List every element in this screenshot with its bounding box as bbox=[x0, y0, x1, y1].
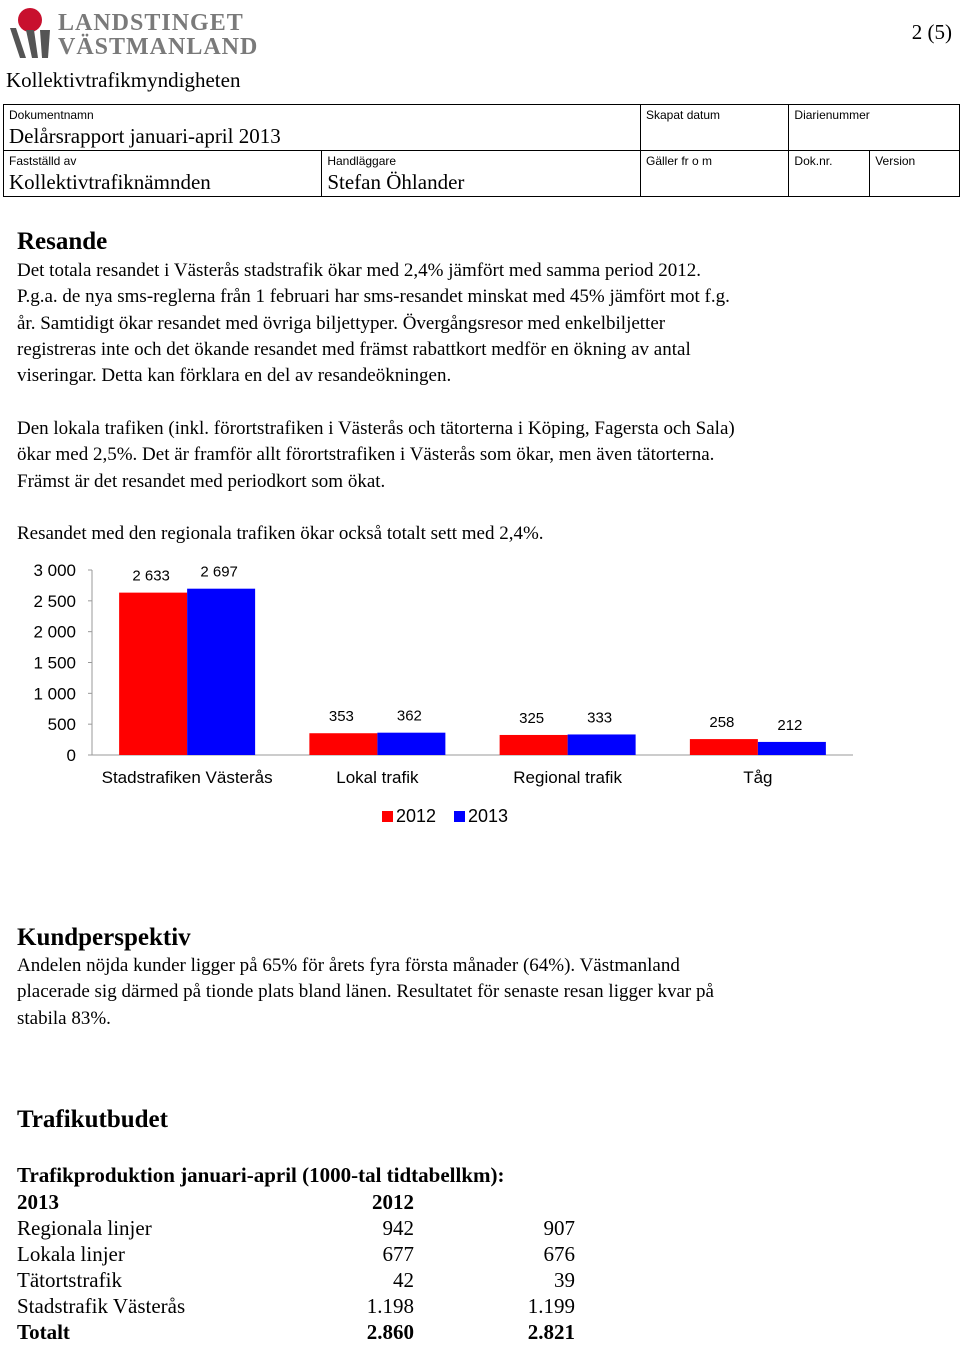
section-heading-resande: Resande bbox=[17, 228, 108, 255]
doc-no-cell bbox=[789, 151, 870, 197]
data-label: 325 bbox=[519, 709, 545, 727]
data-label: 353 bbox=[328, 708, 354, 726]
organization-name: Kollektivtrafikmyndigheten bbox=[6, 68, 241, 92]
text-line: Andelen nöjda kunder ligger på 65% för årets fyra första månader (64%). Västmanland bbox=[17, 955, 680, 976]
data-label: 362 bbox=[396, 707, 422, 725]
kund-paragraph bbox=[17, 953, 947, 1032]
document-header-table bbox=[3, 104, 960, 197]
y-tick-label: 0 bbox=[66, 746, 76, 765]
created-cell bbox=[641, 105, 789, 151]
handler-label: Handläggare bbox=[327, 154, 397, 168]
text-line: år. Samtidigt ökar resandet med övriga biljettyper. Övergångsresor med enkelbiljetter bbox=[17, 312, 666, 334]
ridership-bar-chart bbox=[0, 555, 960, 845]
text-line: placerade sig därmed på tionde plats bland länen. Resultatet för senaste resan ligger kvar på bbox=[17, 981, 714, 1003]
text-line: stabila 83%. bbox=[17, 1007, 111, 1029]
logo-line2: VÄSTMANLAND bbox=[58, 34, 259, 60]
resande-paragraph-2 bbox=[17, 416, 947, 495]
page-number: 2 (5) bbox=[911, 20, 952, 44]
handler-cell bbox=[322, 151, 641, 197]
y-tick-label: 1 500 bbox=[33, 653, 76, 673]
y-tick-label: 2 000 bbox=[33, 622, 76, 642]
bar-2013 bbox=[568, 734, 636, 755]
row-label: Lokala linjer bbox=[17, 1242, 125, 1266]
data-label: 333 bbox=[587, 709, 613, 727]
data-label: 212 bbox=[777, 716, 803, 734]
legend-label-2013: 2013 bbox=[468, 806, 509, 826]
production-table-title: Trafikproduktion januari-april (1000-tal tidtabellkm): bbox=[17, 1163, 505, 1187]
handler: Stefan Öhlander bbox=[327, 170, 465, 194]
logo-line1: LANDSTINGET bbox=[58, 10, 244, 36]
legend-label-2012: 2012 bbox=[396, 806, 437, 826]
created-label: Skapat datum bbox=[646, 108, 721, 122]
data-label: 258 bbox=[709, 714, 735, 732]
table-row bbox=[17, 1241, 577, 1267]
table-row bbox=[17, 1215, 577, 1241]
doc-name: Delårsrapport januari-april 2013 bbox=[9, 124, 281, 148]
doc-no-label: Dok.nr. bbox=[794, 154, 833, 168]
row-value-2013: 942 bbox=[382, 1216, 414, 1240]
resande-paragraph-1 bbox=[17, 258, 947, 389]
version-label: Version bbox=[875, 154, 916, 168]
bar-2013 bbox=[758, 742, 826, 755]
row-label: Tätortstrafik bbox=[17, 1268, 122, 1292]
legend-swatch-2012 bbox=[382, 811, 393, 822]
col-header-2013: 2013 bbox=[17, 1190, 59, 1214]
y-tick-label: 2 500 bbox=[33, 591, 76, 611]
bar-2012 bbox=[119, 593, 187, 755]
table-total-row bbox=[17, 1319, 577, 1345]
y-tick-label: 3 000 bbox=[33, 561, 76, 580]
category-label: Lokal trafik bbox=[336, 768, 419, 787]
approved-by-cell bbox=[4, 151, 322, 197]
bar-2012 bbox=[690, 739, 758, 755]
production-table-header bbox=[17, 1189, 577, 1215]
row-value-2012: 676 bbox=[543, 1242, 575, 1266]
row-label: Stadstrafik Västerås bbox=[17, 1294, 186, 1318]
logo-emblem-icon bbox=[6, 6, 56, 60]
row-label: Regionala linjer bbox=[17, 1216, 152, 1240]
valid-from-cell bbox=[641, 151, 789, 197]
section-heading-kundperspektiv: Kundperspektiv bbox=[17, 924, 191, 951]
approved-by: Kollektivtrafiknämnden bbox=[9, 170, 211, 194]
diary-label: Diarienummer bbox=[794, 108, 870, 122]
row-value-2013: 42 bbox=[393, 1268, 414, 1292]
text-line: P.g.a. de nya sms-reglerna från 1 februari har sms-resandet minskat med 45% jämfört mot f.g. bbox=[17, 286, 730, 308]
bar-2013 bbox=[187, 589, 255, 755]
category-label: Regional trafik bbox=[513, 768, 622, 787]
table-row bbox=[17, 1267, 577, 1293]
data-label: 2 697 bbox=[200, 563, 238, 581]
category-label: Tåg bbox=[743, 768, 773, 787]
text-line: Främst är det resandet med periodkort som ökat. bbox=[17, 470, 386, 492]
legend-swatch-2013 bbox=[454, 811, 465, 822]
table-row bbox=[17, 1293, 577, 1319]
row-value-2013: 677 bbox=[382, 1242, 414, 1266]
bar-2013 bbox=[377, 733, 445, 755]
diary-cell bbox=[789, 105, 960, 151]
approved-by-label: Fastställd av bbox=[9, 154, 77, 168]
resande-paragraph-3: Resandet med den regionala trafiken ökar också totalt sett med 2,4%. bbox=[17, 523, 544, 544]
text-line: ökar med 2,5%. Det är framför allt förortstrafiken i Västerås som ökar, men även tätorterna. bbox=[17, 444, 715, 466]
total-value-2013: 2.860 bbox=[366, 1320, 414, 1344]
version-cell bbox=[870, 151, 960, 197]
row-value-2013: 1.198 bbox=[366, 1294, 414, 1318]
total-value-2012: 2.821 bbox=[527, 1320, 575, 1344]
text-line: Det totala resandet i Västerås stadstrafik ökar med 2,4% jämfört med samma period 2012. bbox=[17, 260, 701, 281]
bar-2012 bbox=[309, 733, 377, 755]
total-label: Totalt bbox=[17, 1320, 70, 1344]
y-tick-label: 500 bbox=[47, 715, 76, 735]
section-heading-trafikutbudet: Trafikutbudet bbox=[17, 1106, 168, 1133]
valid-from-label: Gäller fr o m bbox=[646, 154, 713, 168]
row-value-2012: 39 bbox=[554, 1268, 575, 1292]
doc-name-label: Dokumentnamn bbox=[9, 108, 94, 122]
y-tick-label: 1 000 bbox=[33, 684, 76, 704]
doc-name-cell bbox=[4, 105, 641, 151]
category-label: Stadstrafiken Västerås bbox=[101, 768, 273, 787]
data-label: 2 633 bbox=[132, 567, 170, 585]
text-line: registreras inte och det ökande resandet med främst rabattkort medför en ökning av antal bbox=[17, 338, 691, 360]
col-header-2012: 2012 bbox=[372, 1190, 414, 1214]
row-value-2012: 907 bbox=[543, 1216, 575, 1240]
landstinget-logo bbox=[6, 6, 259, 60]
text-line: Den lokala trafiken (inkl. förortstrafiken i Västerås och tätorterna i Köping, Fagersta och Sala) bbox=[17, 418, 735, 439]
text-line: viseringar. Detta kan förklara en del av resandeökningen. bbox=[17, 365, 452, 387]
row-value-2012: 1.199 bbox=[527, 1294, 575, 1318]
bar-2012 bbox=[500, 735, 568, 755]
